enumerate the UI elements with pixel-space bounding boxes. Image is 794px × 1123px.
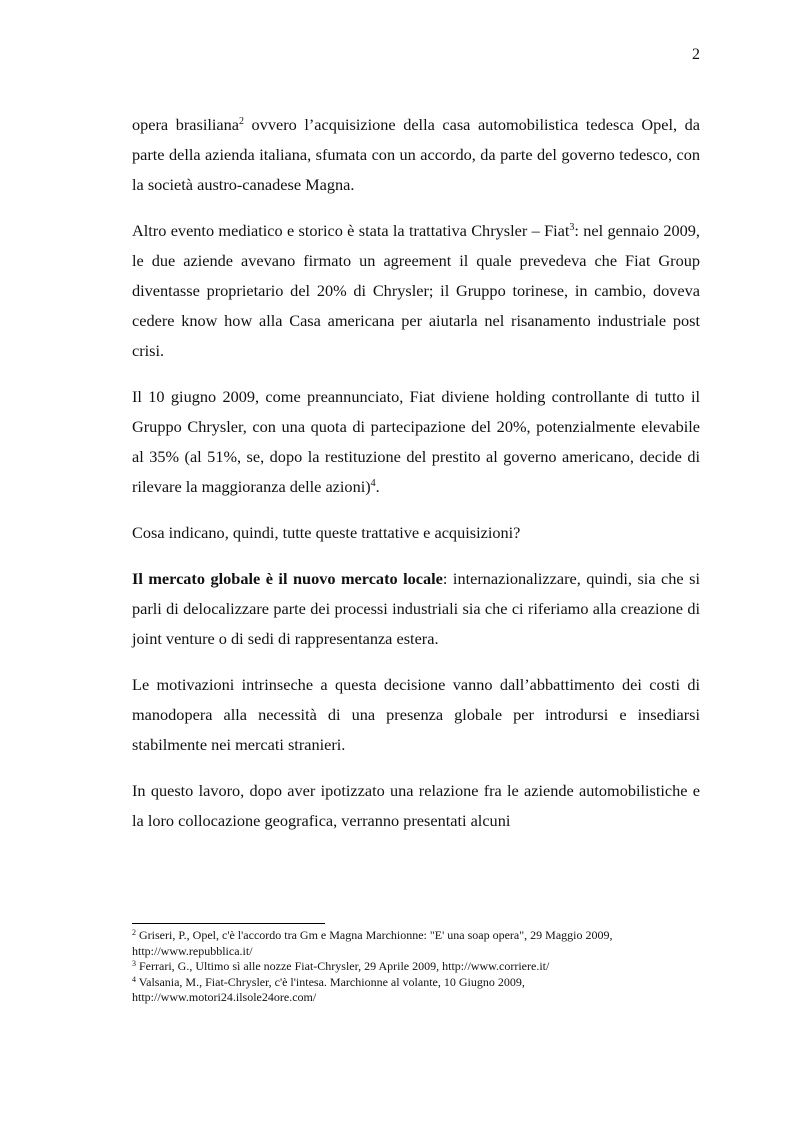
paragraph-text: : nel gennaio 2009, le due aziende avevano firmato un agreement il quale prevedeva che Fiat Group diventasse proprietario del 20% di Chrysler; il Gruppo torinese, in cambio, doveva cedere know how alla Casa americana per aiutarla nel risanamento industriale post crisi. bbox=[132, 221, 700, 360]
footnote-ref-4[interactable]: 4 bbox=[370, 478, 376, 489]
paragraph-3 bbox=[132, 382, 700, 502]
footnote-text: Griseri, P., Opel, c'è l'accordo tra Gm e Magna Marchionne: "E' una soap opera", 29 Maggio 2009, http://www.repubblica.it/ bbox=[132, 928, 613, 958]
paragraph-5 bbox=[132, 564, 700, 654]
paragraph-1 bbox=[132, 110, 700, 200]
footnote-2 bbox=[132, 928, 700, 959]
paragraph-2 bbox=[132, 216, 700, 366]
footnote-text: Ferrari, G., Ultimo sì alle nozze Fiat-Chrysler, 29 Aprile 2009, http://www.corriere.it/ bbox=[136, 959, 550, 973]
footnote-3 bbox=[132, 959, 700, 975]
footnote-ref-3[interactable]: 3 bbox=[569, 222, 575, 233]
footnote-number: 2 bbox=[132, 928, 136, 937]
bold-phrase: Il mercato globale è il nuovo mercato locale bbox=[132, 569, 443, 588]
paragraph-text: ovvero l’acquisizione della casa automobilistica tedesca Opel, da parte della azienda italiana, sfumata con un accordo, da parte del governo tedesco, con la società austro-canadese Magna. bbox=[132, 115, 700, 194]
paragraph-6: Le motivazioni intrinseche a questa decisione vanno dall’abbattimento dei costi di manodopera alla necessità di una presenza globale per introdursi e insediarsi stabilmente nei mercati stranieri. bbox=[132, 675, 700, 754]
paragraph-text: Altro evento mediatico e storico è stata la trattativa Chrysler – Fiat bbox=[132, 221, 570, 240]
body-text bbox=[132, 110, 700, 852]
footnote-number: 3 bbox=[132, 959, 136, 968]
page-number: 2 bbox=[692, 46, 700, 63]
paragraph-text: . bbox=[375, 477, 380, 496]
footnotes bbox=[132, 928, 700, 1006]
paragraph-7: In questo lavoro, dopo aver ipotizzato una relazione fra le aziende automobilistiche e la loro collocazione geografica, verranno presentati alcuni bbox=[132, 781, 700, 830]
footnote-ref-2[interactable]: 2 bbox=[239, 116, 244, 127]
paragraph-text: opera brasiliana bbox=[132, 115, 239, 134]
paragraph-4: Cosa indicano, quindi, tutte queste trattative e acquisizioni? bbox=[132, 523, 521, 542]
footnote-text: Valsania, M., Fiat-Chrysler, c'è l'intesa. Marchionne al volante, 10 Giugno 2009, http://www.motori24.ilsole24ore.com/ bbox=[132, 974, 525, 1004]
footnote-number: 4 bbox=[132, 974, 136, 984]
paragraph-text: : internazionalizzare, quindi, sia che si parli di delocalizzare parte dei processi industriali sia che ci riferiamo alla creazione di joint venture o di sedi di rappresentanza estera. bbox=[132, 569, 700, 648]
paragraph-text: Il 10 giugno 2009, come preannunciato, Fiat diviene holding controllante di tutto il Gruppo Chrysler, con una quota di partecipazione del 20%, potenzialmente elevabile al 35% (al 51%, se, dopo la restituzione del prestito al governo americano, decide di rilevare la maggioranza delle azioni) bbox=[132, 387, 700, 496]
footnote-4 bbox=[132, 975, 700, 1006]
footnote-divider bbox=[132, 923, 325, 924]
